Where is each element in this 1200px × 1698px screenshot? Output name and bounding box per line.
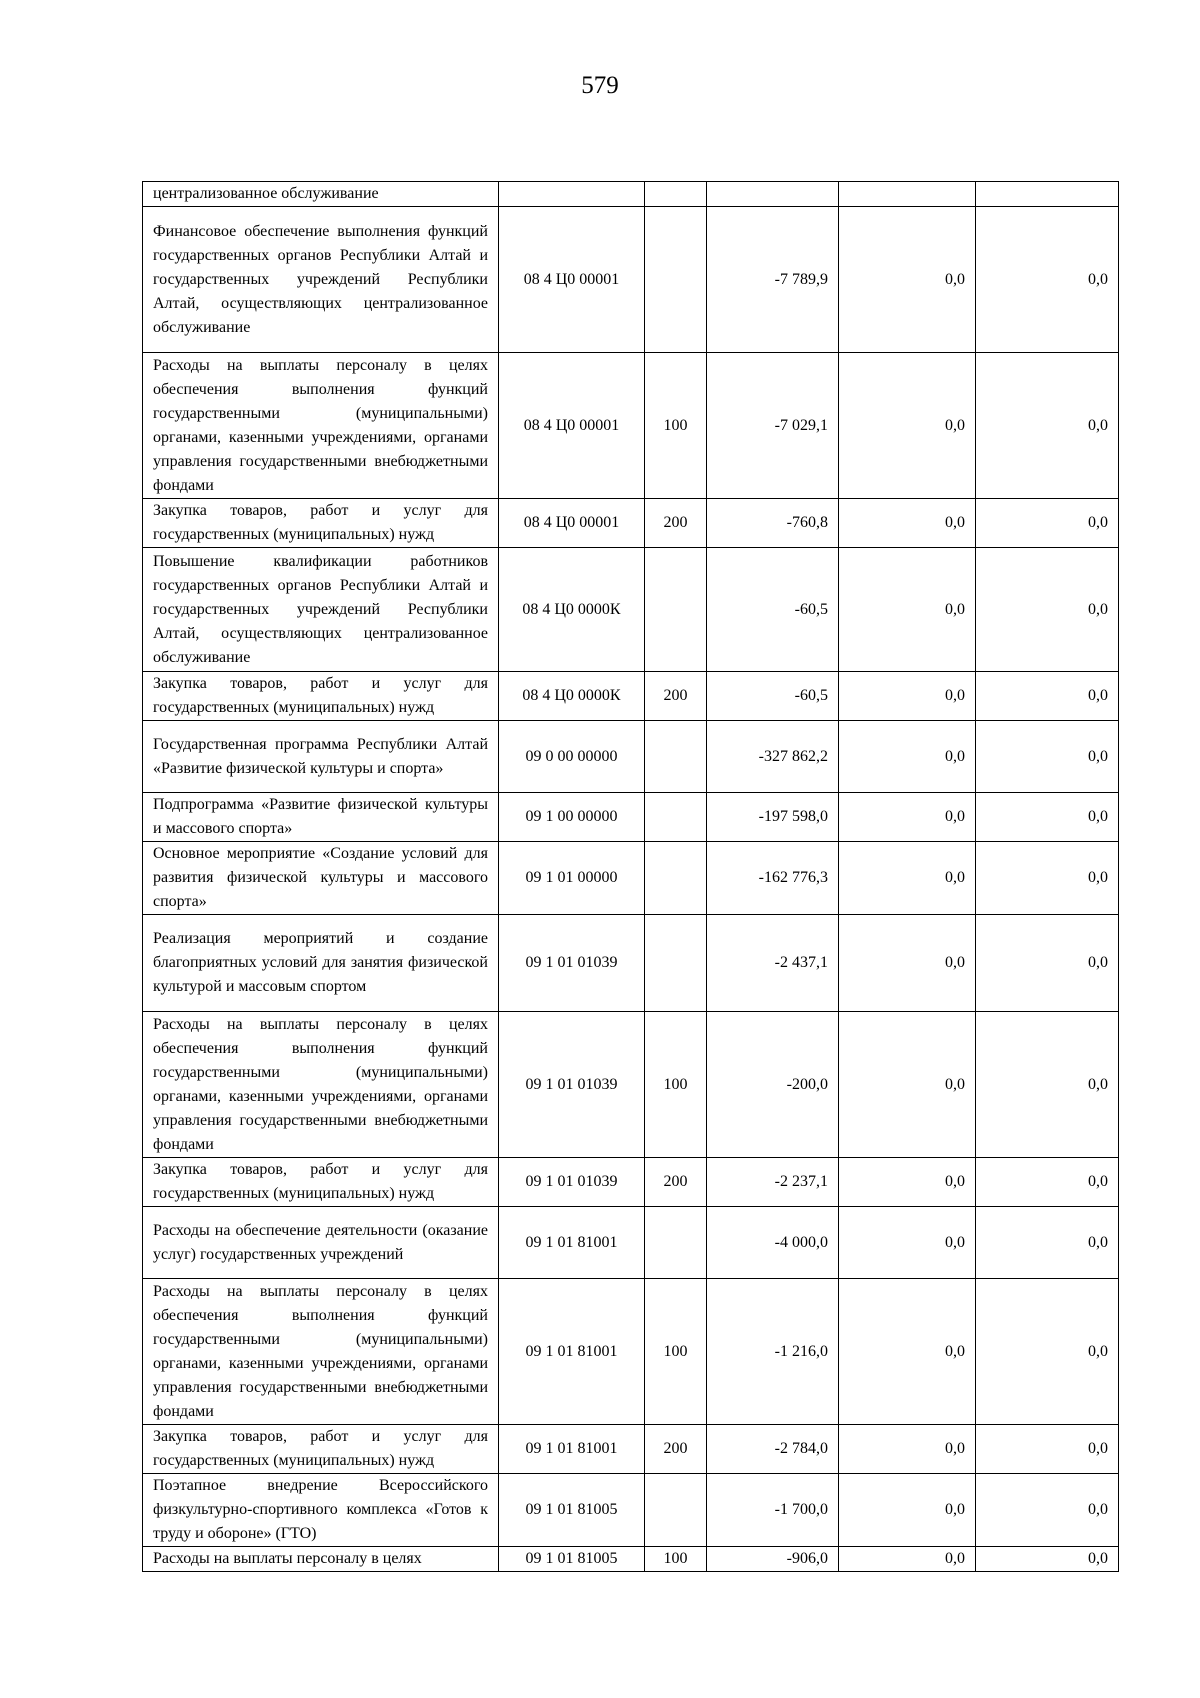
cell-name: Реализация мероприятий и создание благоприятных условий для занятия физической культурой и массовым спортом [143, 915, 499, 1012]
table-row [143, 793, 1119, 842]
cell-csr: 08 4 Ц0 0000К [499, 548, 645, 672]
cell-name: Расходы на обеспечение деятельности (оказание услуг) государственных учреждений [143, 1207, 499, 1279]
cell-amount-3: 0,0 [976, 207, 1119, 353]
cell-name: Закупка товаров, работ и услуг для государственных (муниципальных) нужд [143, 1425, 499, 1474]
cell-amount-1: -7 789,9 [707, 207, 839, 353]
cell-vr: 200 [645, 1425, 707, 1474]
cell-vr [645, 182, 707, 207]
cell-amount-2: 0,0 [839, 793, 976, 842]
table-row [143, 499, 1119, 548]
cell-vr: 200 [645, 672, 707, 721]
cell-csr: 09 1 01 81001 [499, 1279, 645, 1425]
cell-csr: 09 1 00 00000 [499, 793, 645, 842]
cell-amount-2: 0,0 [839, 721, 976, 793]
cell-amount-1: -2 784,0 [707, 1425, 839, 1474]
cell-amount-3: 0,0 [976, 1207, 1119, 1279]
cell-amount-1: -7 029,1 [707, 353, 839, 499]
cell-vr: 100 [645, 1012, 707, 1158]
cell-amount-1: -906,0 [707, 1547, 839, 1572]
cell-vr [645, 793, 707, 842]
cell-name: Расходы на выплаты персоналу в целях обеспечения выполнения функций государственными (муниципальными) органами, казенными учреждениями, органами управления государственными внебюджетными фондами [143, 353, 499, 499]
table-row [143, 1158, 1119, 1207]
cell-csr: 09 1 01 81005 [499, 1474, 645, 1547]
cell-name: Закупка товаров, работ и услуг для государственных (муниципальных) нужд [143, 499, 499, 548]
cell-csr: 08 4 Ц0 00001 [499, 207, 645, 353]
cell-csr: 08 4 Ц0 00001 [499, 353, 645, 499]
table-row [143, 672, 1119, 721]
cell-vr: 200 [645, 1158, 707, 1207]
cell-csr: 09 1 01 81005 [499, 1547, 645, 1572]
cell-amount-3: 0,0 [976, 793, 1119, 842]
table-row [143, 1547, 1119, 1572]
cell-name: Расходы на выплаты персоналу в целях обеспечения выполнения функций государственными (муниципальными) органами, казенными учреждениями, органами управления государственными внебюджетными фондами [143, 1012, 499, 1158]
table-row [143, 1207, 1119, 1279]
cell-amount-3: 0,0 [976, 842, 1119, 915]
cell-vr [645, 915, 707, 1012]
cell-amount-3: 0,0 [976, 1474, 1119, 1547]
table-row [143, 548, 1119, 672]
cell-name: Основное мероприятие «Создание условий для развития физической культуры и массового спорта» [143, 842, 499, 915]
cell-amount-1: -4 000,0 [707, 1207, 839, 1279]
cell-amount-3: 0,0 [976, 1012, 1119, 1158]
cell-vr [645, 1474, 707, 1547]
cell-name: Закупка товаров, работ и услуг для государственных (муниципальных) нужд [143, 672, 499, 721]
budget-table [142, 181, 1119, 1572]
cell-amount-2: 0,0 [839, 353, 976, 499]
cell-amount-3: 0,0 [976, 1279, 1119, 1425]
cell-vr: 100 [645, 1547, 707, 1572]
cell-amount-1: -162 776,3 [707, 842, 839, 915]
cell-amount-2 [839, 182, 976, 207]
cell-name: Закупка товаров, работ и услуг для государственных (муниципальных) нужд [143, 1158, 499, 1207]
cell-amount-2: 0,0 [839, 1547, 976, 1572]
cell-amount-2: 0,0 [839, 207, 976, 353]
table-body [143, 182, 1119, 1572]
cell-amount-1: -2 237,1 [707, 1158, 839, 1207]
table-row [143, 182, 1119, 207]
cell-name: Расходы на выплаты персоналу в целях [143, 1547, 499, 1572]
cell-amount-3: 0,0 [976, 1425, 1119, 1474]
cell-vr: 200 [645, 499, 707, 548]
cell-amount-2: 0,0 [839, 499, 976, 548]
cell-amount-2: 0,0 [839, 842, 976, 915]
cell-vr [645, 721, 707, 793]
cell-amount-2: 0,0 [839, 1279, 976, 1425]
cell-amount-1 [707, 182, 839, 207]
cell-amount-2: 0,0 [839, 1012, 976, 1158]
table-row [143, 207, 1119, 353]
table-row [143, 1012, 1119, 1158]
cell-amount-3: 0,0 [976, 1158, 1119, 1207]
cell-amount-3: 0,0 [976, 353, 1119, 499]
cell-csr [499, 182, 645, 207]
cell-amount-3: 0,0 [976, 1547, 1119, 1572]
cell-name: Повышение квалификации работников государственных органов Республики Алтай и государственных учреждений Республики Алтай, осуществляющих централизованное обслуживание [143, 548, 499, 672]
cell-csr: 09 1 01 01039 [499, 915, 645, 1012]
cell-amount-1: -60,5 [707, 548, 839, 672]
cell-name: Поэтапное внедрение Всероссийского физкультурно-спортивного комплекса «Готов к труду и обороне» (ГТО) [143, 1474, 499, 1547]
table-row [143, 1279, 1119, 1425]
table-row [143, 721, 1119, 793]
cell-amount-2: 0,0 [839, 1158, 976, 1207]
table-row [143, 842, 1119, 915]
cell-amount-3: 0,0 [976, 548, 1119, 672]
cell-vr [645, 842, 707, 915]
cell-amount-1: -760,8 [707, 499, 839, 548]
cell-amount-2: 0,0 [839, 548, 976, 672]
cell-csr: 09 1 01 01039 [499, 1012, 645, 1158]
table-row [143, 1425, 1119, 1474]
cell-vr [645, 1207, 707, 1279]
cell-vr: 100 [645, 353, 707, 499]
cell-amount-2: 0,0 [839, 1474, 976, 1547]
cell-name: Подпрограмма «Развитие физической культуры и массового спорта» [143, 793, 499, 842]
cell-amount-1: -2 437,1 [707, 915, 839, 1012]
cell-amount-2: 0,0 [839, 1207, 976, 1279]
cell-csr: 08 4 Ц0 00001 [499, 499, 645, 548]
cell-amount-3 [976, 182, 1119, 207]
table-row [143, 1474, 1119, 1547]
page-number: 579 [581, 72, 619, 99]
cell-vr [645, 548, 707, 672]
cell-csr: 09 1 01 01039 [499, 1158, 645, 1207]
cell-csr: 09 0 00 00000 [499, 721, 645, 793]
cell-csr: 09 1 01 00000 [499, 842, 645, 915]
cell-amount-1: -60,5 [707, 672, 839, 721]
cell-name: централизованное обслуживание [143, 182, 499, 207]
cell-amount-1: -1 216,0 [707, 1279, 839, 1425]
cell-csr: 09 1 01 81001 [499, 1425, 645, 1474]
cell-amount-3: 0,0 [976, 915, 1119, 1012]
table-row [143, 353, 1119, 499]
cell-amount-2: 0,0 [839, 1425, 976, 1474]
cell-amount-3: 0,0 [976, 721, 1119, 793]
cell-amount-1: -1 700,0 [707, 1474, 839, 1547]
cell-csr: 09 1 01 81001 [499, 1207, 645, 1279]
cell-amount-1: -197 598,0 [707, 793, 839, 842]
cell-amount-3: 0,0 [976, 499, 1119, 548]
cell-amount-3: 0,0 [976, 672, 1119, 721]
cell-amount-2: 0,0 [839, 915, 976, 1012]
cell-amount-1: -327 862,2 [707, 721, 839, 793]
cell-name: Государственная программа Республики Алтай «Развитие физической культуры и спорта» [143, 721, 499, 793]
cell-vr: 100 [645, 1279, 707, 1425]
cell-vr [645, 207, 707, 353]
cell-amount-1: -200,0 [707, 1012, 839, 1158]
cell-amount-2: 0,0 [839, 672, 976, 721]
cell-name: Финансовое обеспечение выполнения функций государственных органов Республики Алтай и государственных учреждений Республики Алтай, осуществляющих централизованное обслуживание [143, 207, 499, 353]
table-row [143, 915, 1119, 1012]
cell-name: Расходы на выплаты персоналу в целях обеспечения выполнения функций государственными (муниципальными) органами, казенными учреждениями, органами управления государственными внебюджетными фондами [143, 1279, 499, 1425]
cell-csr: 08 4 Ц0 0000К [499, 672, 645, 721]
